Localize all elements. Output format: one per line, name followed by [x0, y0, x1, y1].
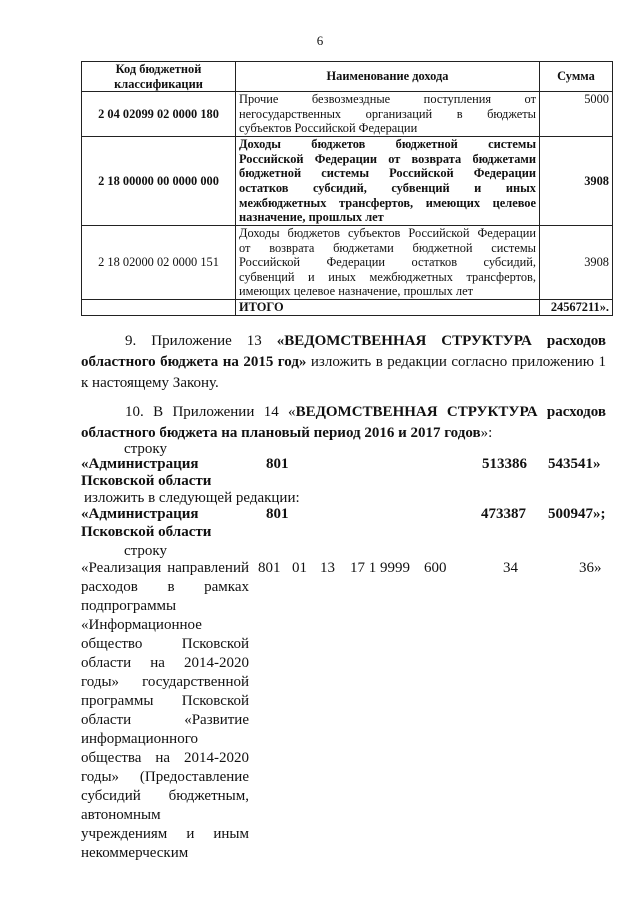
- admin-old-2016: 513386: [482, 456, 527, 472]
- admin-new-name-2: Псковской области: [81, 524, 212, 540]
- row-code: 2 04 02099 02 0000 180: [82, 92, 236, 137]
- row-name-line: субвенций и иных межбюджетных трансфертов,: [239, 269, 536, 284]
- item9-rest: изложить в редакции согласно приложению 1 к настоящему Закону.: [81, 354, 606, 391]
- row-name-line: Доходы бюджетов субъектов Российской Федерации: [239, 225, 536, 240]
- row-name-line: межбюджетных трансфертов, имеющих целевое: [239, 195, 536, 210]
- item9-prefix: 9. Приложение 13: [125, 333, 277, 349]
- paragraph-item-10: [81, 402, 606, 444]
- row-name-line: негосударственных организаций в бюджеты: [239, 106, 536, 121]
- row-name-line: остатков субсидий, субвенций и иных: [239, 180, 536, 195]
- row-name: [236, 136, 540, 225]
- row-name: [236, 225, 540, 299]
- row-code: 2 18 02000 02 0000 151: [82, 225, 236, 299]
- admin-old-name-2: Псковской области: [81, 473, 212, 489]
- row-name-line: назначение, прошлых лет: [239, 210, 384, 225]
- row-word-2: строку: [124, 543, 167, 559]
- row-amount: 3908: [540, 225, 613, 299]
- total-code-cell: [82, 299, 236, 315]
- description-line: автономным: [81, 807, 161, 823]
- admin-new-code: 801: [266, 506, 289, 522]
- description-line: области «Развитие: [81, 712, 249, 728]
- description-line: субсидий бюджетным,: [81, 788, 249, 804]
- description-line: общество Псковской: [81, 636, 249, 652]
- page-number: 6: [316, 33, 324, 48]
- description-line: годы» государственной: [81, 674, 249, 690]
- description-line: некоммерческим: [81, 845, 189, 861]
- item10-prefix: 10. В Приложении 14 «: [125, 404, 296, 420]
- admin-new-2016: 473387: [481, 506, 526, 522]
- realization-description: [81, 559, 249, 863]
- description-line: расходов в рамках: [81, 579, 249, 595]
- table-total-row: [82, 299, 613, 315]
- total-label: ИТОГО: [236, 299, 540, 315]
- table-row: [82, 225, 613, 299]
- row-name-line: бюджетной системы Российской Федерации: [239, 166, 536, 181]
- realization-csr: 17 1 9999: [350, 560, 410, 576]
- table-row: [82, 136, 613, 225]
- row-code: 2 18 00000 00 0000 000: [82, 136, 236, 225]
- realization-vr: 600: [424, 560, 447, 576]
- realization-pr: 13: [320, 560, 335, 576]
- paragraph-item-9: [81, 331, 606, 394]
- header-amount: Сумма: [540, 62, 613, 92]
- item10-bold: ВЕДОМСТВЕННАЯ СТРУКТУРА расходов областного бюджета на плановый период 2016 и 2017 годов: [81, 404, 606, 441]
- admin-old-code: 801: [266, 456, 289, 472]
- admin-new-2017: 500947»;: [548, 506, 606, 522]
- row-name-line: субъектов Российской Федерации: [239, 121, 418, 136]
- realization-rz: 01: [292, 560, 307, 576]
- realization-2016: 34: [503, 560, 518, 576]
- description-line: общества на 2014-2020: [81, 750, 249, 766]
- admin-old-name-1: «Администрация: [81, 456, 199, 472]
- revenue-table: [81, 61, 613, 316]
- table-row: [82, 92, 613, 137]
- realization-ved: 801: [258, 560, 281, 576]
- description-line: годы» (Предоставление: [81, 769, 249, 785]
- row-name: [236, 92, 540, 137]
- description-line: программы Псковской: [81, 693, 249, 709]
- row-name-line: имеющих целевое назначение, прошлых лет: [239, 284, 474, 299]
- realization-2017: 36»: [579, 560, 602, 576]
- header-code: Код бюджетной классификации: [82, 62, 236, 92]
- total-amount: 24567211».: [540, 299, 613, 315]
- statement-text: изложить в следующей редакции:: [84, 490, 300, 506]
- description-line: учреждениям и иным: [81, 826, 249, 842]
- row-name-line: от возврата бюджетами бюджетной системы: [239, 240, 536, 255]
- row-word-1: строку: [124, 441, 167, 457]
- row-name-line: Доходы бюджетов бюджетной системы: [239, 137, 536, 152]
- description-line: «Информационное: [81, 617, 202, 633]
- item9-bold: «ВЕДОМСТВЕННАЯ СТРУКТУРА расходов областного бюджета на 2015 год»: [81, 333, 607, 370]
- header-name: Наименование дохода: [236, 62, 540, 92]
- table-header-row: [82, 62, 613, 92]
- row-name-line: Прочие безвозмездные поступления от: [239, 92, 536, 107]
- description-line: «Реализация направлений: [81, 560, 249, 576]
- admin-new-name-1: «Администрация: [81, 506, 199, 522]
- row-name-line: Российской Федерации от возврата бюджетами: [239, 151, 536, 166]
- description-line: области на 2014-2020: [81, 655, 249, 671]
- row-name-line: Российской Федерации остатков субсидий,: [239, 255, 536, 270]
- row-amount: 5000: [540, 92, 613, 137]
- admin-old-2017: 543541»: [548, 456, 601, 472]
- row-amount: 3908: [540, 136, 613, 225]
- item10-rest: »:: [480, 425, 493, 441]
- description-line: подпрограммы: [81, 598, 177, 614]
- description-line: информационного: [81, 731, 198, 747]
